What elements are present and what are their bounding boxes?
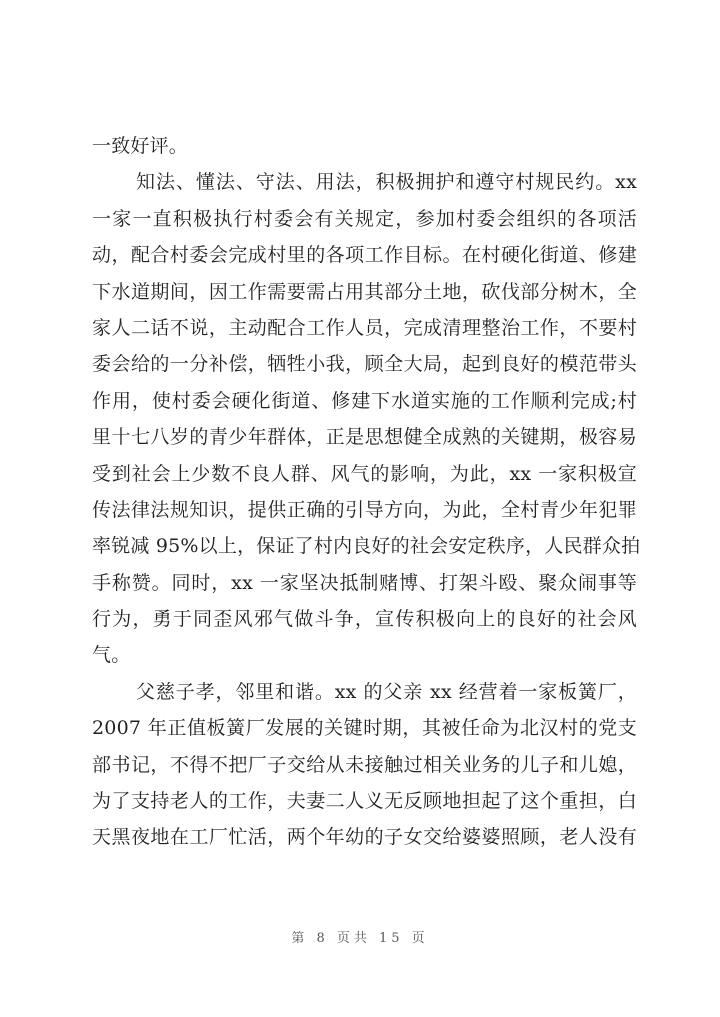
text-line: 委会给的一分补偿，牺牲小我，顾全大局，起到良好的模范带头 — [92, 353, 637, 376]
paragraph-first-line: 父慈子孝，邻里和谐。xx 的父亲 xx 经营着一家板簧厂， — [136, 680, 637, 703]
text-line: 2007 年正值板簧厂发展的关键时期，其被任命为北汉村的党支 — [92, 717, 637, 740]
text-line: 一家一直积极执行村委会有关规定，参加村委会组织的各项活 — [92, 207, 637, 230]
text-line: 家人二话不说，主动配合工作人员，完成清理整治工作，不要村 — [92, 316, 637, 339]
text-line: 手称赞。同时，xx 一家坚决抵制赌博、打架斗殴、聚众闹事等 — [92, 571, 637, 594]
text-line: 天黑夜地在工厂忙活，两个年幼的子女交给婆婆照顾，老人没有 — [92, 826, 637, 849]
text-line: 率锐减 95%以上，保证了村内良好的社会安定秩序，人民群众拍 — [92, 535, 641, 558]
text-line: 里十七八岁的青少年群体，正是思想健全成熟的关键期，极容易 — [92, 426, 637, 449]
text-line: 下水道期间，因工作需要需占用其部分土地，砍伐部分树木，全 — [92, 280, 637, 303]
text-line: 作用，使村委会硬化街道、修建下水道实施的工作顺利完成;村 — [92, 389, 637, 412]
page-number-footer: 第 8 页共 15 页 — [291, 931, 429, 946]
document-body — [92, 128, 641, 856]
text-line: 气。 — [92, 644, 131, 667]
text-line: 受到社会上少数不良人群、风气的影响，为此，xx 一家积极宣 — [92, 462, 637, 485]
text-line: 行为，勇于同歪风邪气做斗争，宣传积极向上的良好的社会风 — [92, 608, 637, 631]
text-line: 传法律法规知识，提供正确的引导方向，为此，全村青少年犯罪 — [92, 498, 637, 521]
text-line: 为了支持老人的工作，夫妻二人义无反顾地担起了这个重担，白 — [92, 790, 637, 813]
paragraph-first-line: 知法、懂法、守法、用法，积极拥护和遵守村规民约。xx — [136, 171, 637, 194]
text-line: 部书记，不得不把厂子交给从未接触过相关业务的儿子和儿媳， — [92, 753, 637, 776]
text-line: 一致好评。 — [92, 135, 189, 157]
text-line: 动，配合村委会完成村里的各项工作目标。在村硬化街道、修建 — [92, 244, 637, 267]
